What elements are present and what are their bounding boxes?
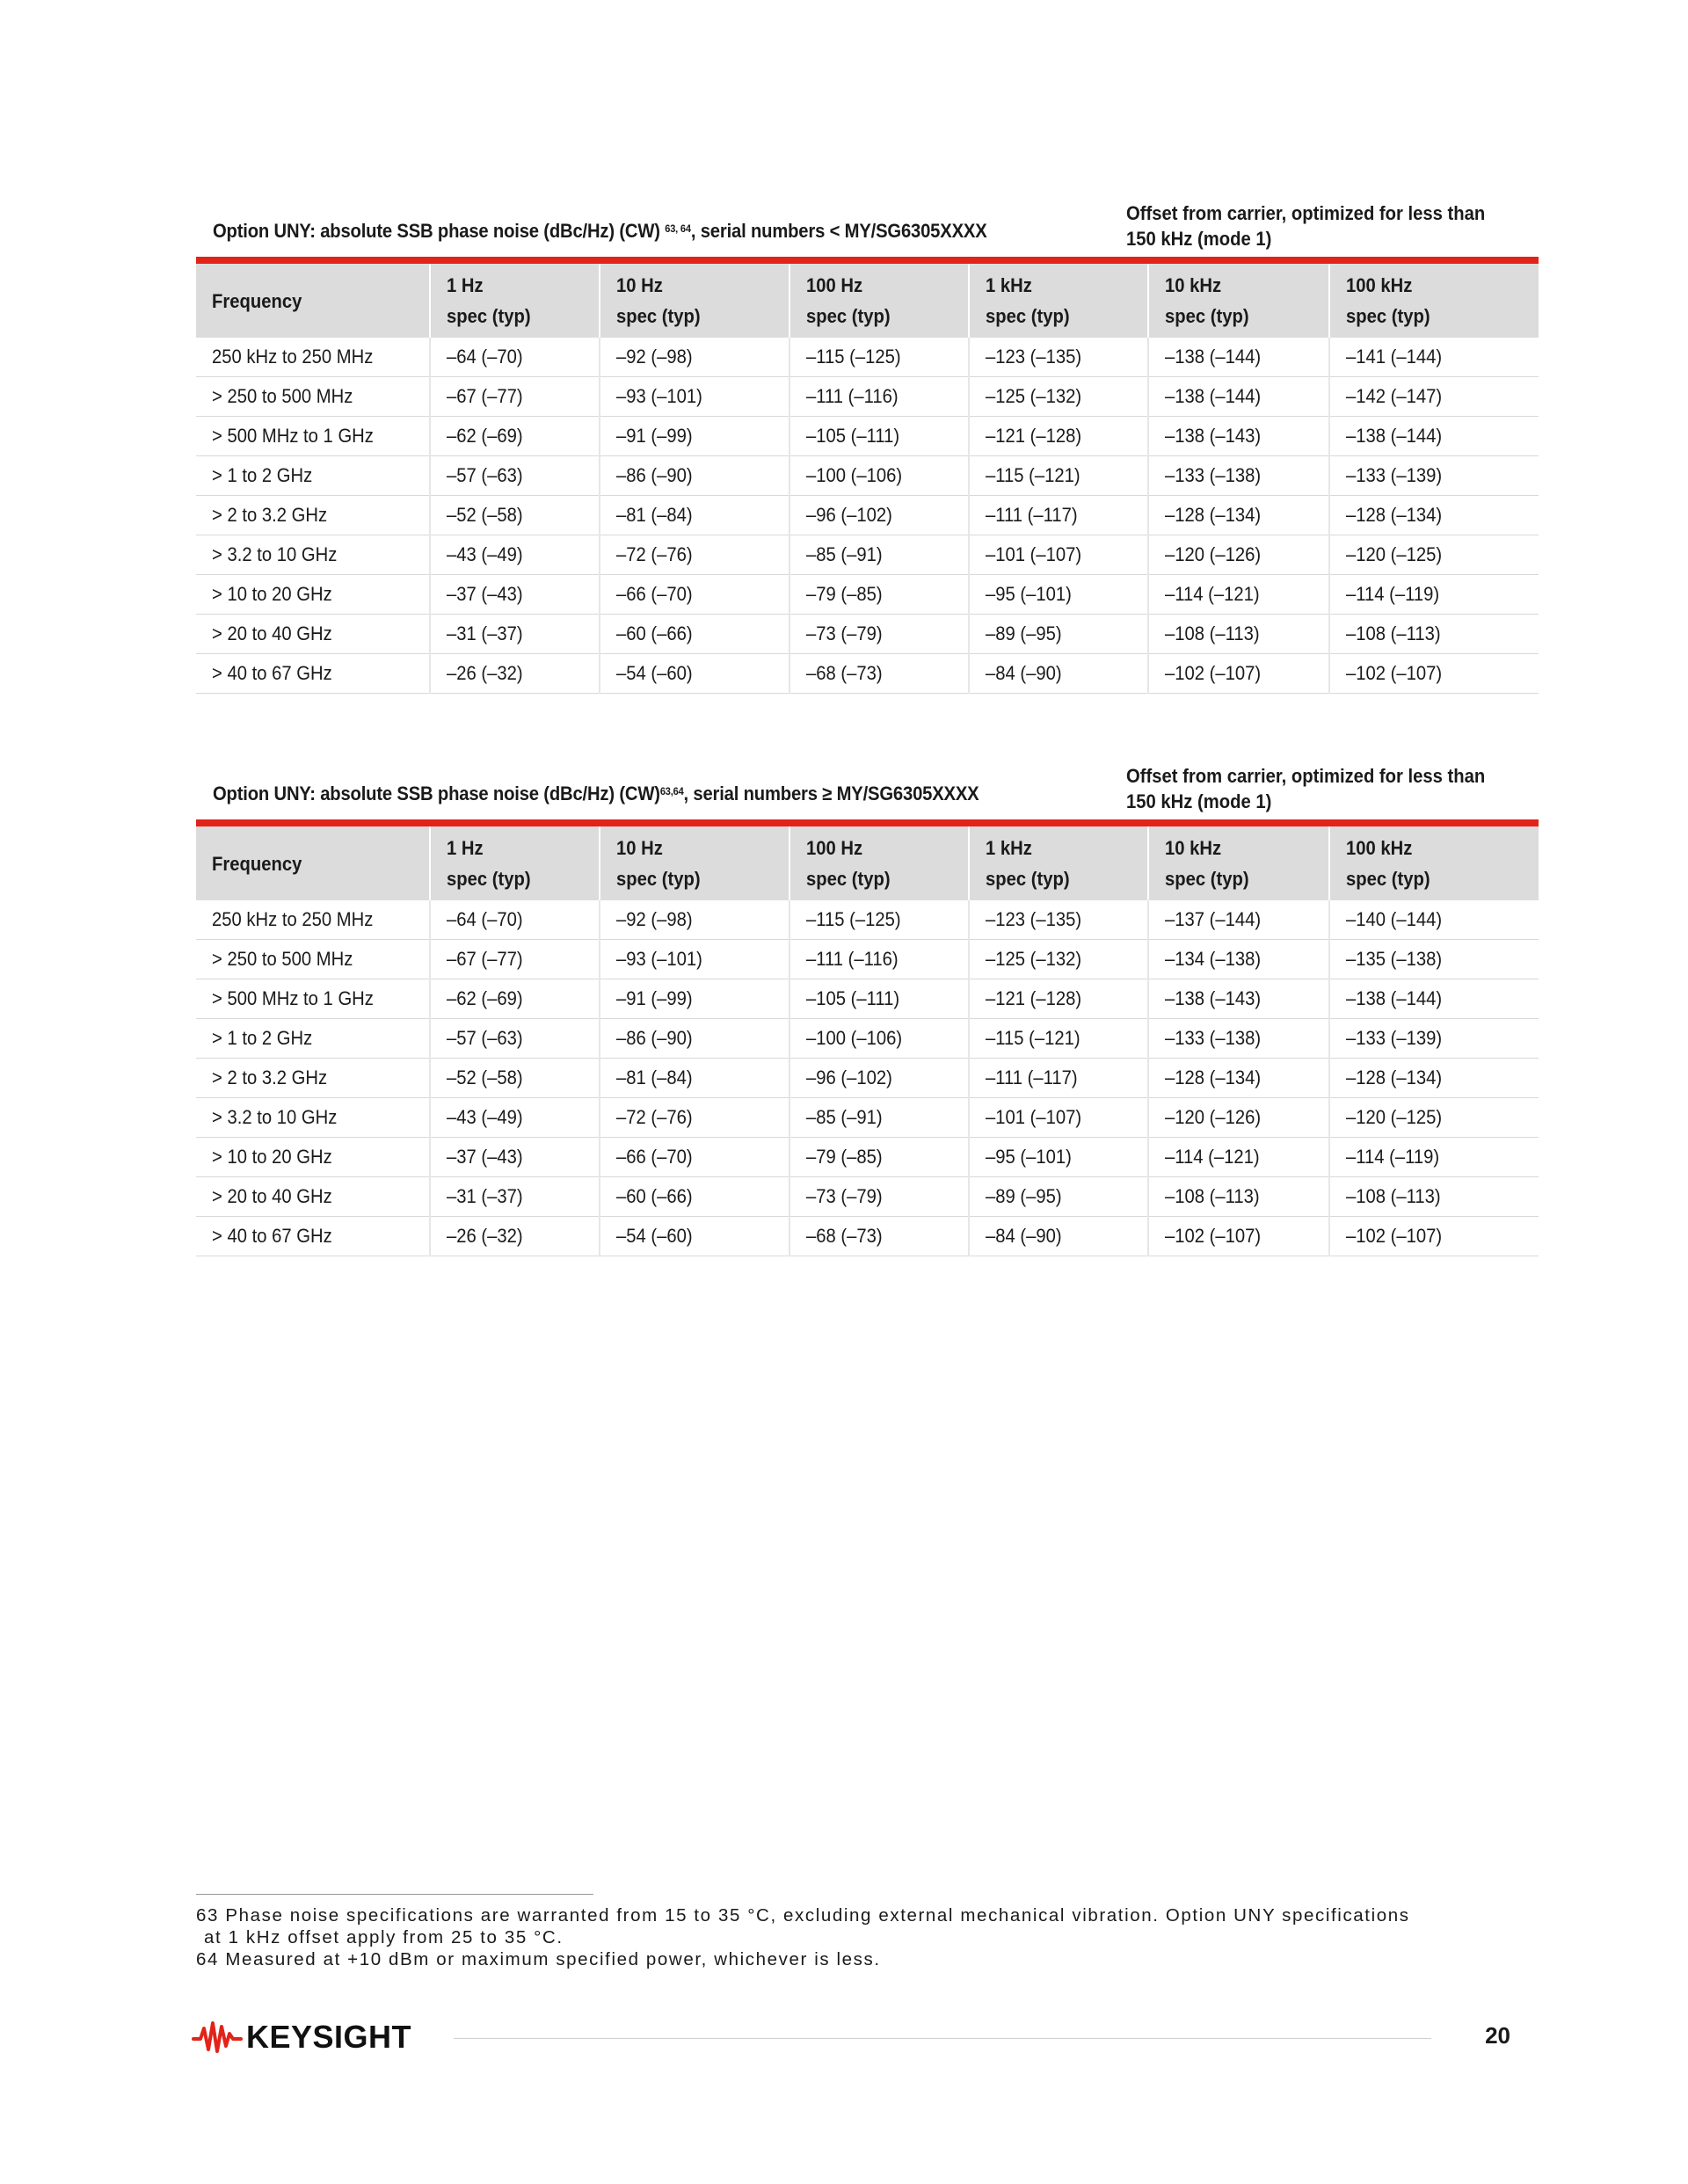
value-cell: –102 (–107) — [1329, 654, 1539, 694]
table-row — [196, 496, 1539, 535]
frequency-cell: > 500 MHz to 1 GHz — [196, 417, 430, 456]
table-row — [196, 535, 1539, 575]
value-cell: –100 (–106) — [789, 1019, 969, 1059]
frequency-cell: > 20 to 40 GHz — [196, 615, 430, 654]
phase-noise-table-block-2 — [196, 754, 1539, 1256]
value-cell: –133 (–139) — [1329, 1019, 1539, 1059]
table-row — [196, 1217, 1539, 1256]
header-offset — [789, 264, 969, 338]
table-header — [196, 826, 1539, 900]
footer-rule — [454, 2038, 1431, 2039]
table-row — [196, 1019, 1539, 1059]
value-cell: –120 (–126) — [1148, 1098, 1329, 1138]
offset-label: 10 Hz — [616, 837, 663, 859]
keysight-wave-icon — [192, 2020, 243, 2055]
table-title-row — [196, 754, 1539, 819]
value-cell: –96 (–102) — [789, 496, 969, 535]
value-cell: –128 (–134) — [1148, 496, 1329, 535]
frequency-cell: 250 kHz to 250 MHz — [196, 900, 430, 940]
value-cell: –128 (–134) — [1148, 1059, 1329, 1098]
value-cell: –85 (–91) — [789, 535, 969, 575]
value-cell: –72 (–76) — [600, 535, 789, 575]
value-cell: –111 (–117) — [969, 496, 1148, 535]
value-cell: –91 (–99) — [600, 979, 789, 1019]
table-body — [196, 338, 1539, 694]
value-cell: –89 (–95) — [969, 615, 1148, 654]
offset-label: 100 Hz — [806, 274, 863, 296]
table-row — [196, 575, 1539, 615]
value-cell: –86 (–90) — [600, 1019, 789, 1059]
header-offset — [1329, 264, 1539, 338]
table-title: Option UNY: absolute SSB phase noise (dBc/Hz) (CW)$^{63,64}$, serial numbers ≥ MY/SG6305XXXX — [213, 783, 979, 804]
value-cell: –67 (–77) — [430, 940, 600, 979]
keysight-logo — [192, 2018, 411, 2057]
value-cell: –81 (–84) — [600, 496, 789, 535]
value-cell: –26 (–32) — [430, 1217, 600, 1256]
frequency-cell: > 3.2 to 10 GHz — [196, 535, 430, 575]
value-cell: –84 (–90) — [969, 1217, 1148, 1256]
header-frequency: Frequency — [196, 264, 430, 338]
value-cell: –111 (–116) — [789, 377, 969, 417]
table-header — [196, 264, 1539, 338]
value-cell: –115 (–121) — [969, 456, 1148, 496]
value-cell: –120 (–126) — [1148, 535, 1329, 575]
value-cell: –142 (–147) — [1329, 377, 1539, 417]
offset-label: 1 kHz — [986, 274, 1032, 296]
value-cell: –120 (–125) — [1329, 1098, 1539, 1138]
header-offset — [1148, 264, 1329, 338]
table-row — [196, 338, 1539, 377]
value-cell: –125 (–132) — [969, 940, 1148, 979]
table-row — [196, 417, 1539, 456]
value-cell: –125 (–132) — [969, 377, 1148, 417]
value-cell: –89 (–95) — [969, 1177, 1148, 1217]
value-cell: –102 (–107) — [1148, 654, 1329, 694]
table-row — [196, 456, 1539, 496]
footnotes — [196, 1904, 1515, 1970]
value-cell: –115 (–125) — [789, 900, 969, 940]
value-cell: –111 (–117) — [969, 1059, 1148, 1098]
header-row — [196, 264, 1539, 338]
value-cell: –123 (–135) — [969, 338, 1148, 377]
value-cell: –96 (–102) — [789, 1059, 969, 1098]
table-row — [196, 1059, 1539, 1098]
spec-label: spec (typ) — [1346, 868, 1430, 890]
value-cell: –66 (–70) — [600, 575, 789, 615]
spec-label: spec (typ) — [447, 868, 531, 890]
spec-label: spec (typ) — [447, 305, 531, 327]
value-cell: –85 (–91) — [789, 1098, 969, 1138]
value-cell: –31 (–37) — [430, 1177, 600, 1217]
value-cell: –31 (–37) — [430, 615, 600, 654]
frequency-cell: > 20 to 40 GHz — [196, 1177, 430, 1217]
value-cell: –101 (–107) — [969, 1098, 1148, 1138]
offset-label: 100 kHz — [1346, 837, 1413, 859]
value-cell: –100 (–106) — [789, 456, 969, 496]
table-row — [196, 377, 1539, 417]
value-cell: –54 (–60) — [600, 654, 789, 694]
table-row — [196, 1098, 1539, 1138]
spec-label: spec (typ) — [616, 305, 701, 327]
offset-label: 10 Hz — [616, 274, 663, 296]
spec-label: spec (typ) — [1346, 305, 1430, 327]
value-cell: –138 (–144) — [1148, 338, 1329, 377]
value-cell: –52 (–58) — [430, 496, 600, 535]
value-cell: –135 (–138) — [1329, 940, 1539, 979]
value-cell: –66 (–70) — [600, 1138, 789, 1177]
value-cell: –57 (–63) — [430, 1019, 600, 1059]
offset-label: 100 Hz — [806, 837, 863, 859]
value-cell: –102 (–107) — [1148, 1217, 1329, 1256]
page-number: 20 — [1485, 2022, 1510, 2049]
frequency-cell: > 2 to 3.2 GHz — [196, 1059, 430, 1098]
value-cell: –37 (–43) — [430, 1138, 600, 1177]
value-cell: –62 (–69) — [430, 979, 600, 1019]
value-cell: –95 (–101) — [969, 1138, 1148, 1177]
spec-label: spec (typ) — [1165, 868, 1249, 890]
value-cell: –108 (–113) — [1148, 615, 1329, 654]
header-offset — [1329, 826, 1539, 900]
value-cell: –93 (–101) — [600, 940, 789, 979]
value-cell: –115 (–125) — [789, 338, 969, 377]
value-cell: –133 (–139) — [1329, 456, 1539, 496]
value-cell: –101 (–107) — [969, 535, 1148, 575]
header-offset — [430, 826, 600, 900]
table-row — [196, 940, 1539, 979]
header-offset — [1148, 826, 1329, 900]
value-cell: –54 (–60) — [600, 1217, 789, 1256]
table-title: Option UNY: absolute SSB phase noise (dBc/Hz) (CW) $^{63, 64}$, serial numbers < MY/SG6305XXXX — [213, 220, 987, 242]
value-cell: –62 (–69) — [430, 417, 600, 456]
value-cell: –121 (–128) — [969, 417, 1148, 456]
value-cell: –93 (–101) — [600, 377, 789, 417]
value-cell: –26 (–32) — [430, 654, 600, 694]
footnote-divider — [196, 1894, 593, 1895]
value-cell: –84 (–90) — [969, 654, 1148, 694]
offset-label: 1 Hz — [447, 837, 484, 859]
header-frequency: Frequency — [196, 826, 430, 900]
value-cell: –81 (–84) — [600, 1059, 789, 1098]
table-row — [196, 900, 1539, 940]
value-cell: –114 (–119) — [1329, 575, 1539, 615]
table-row — [196, 979, 1539, 1019]
frequency-cell: > 500 MHz to 1 GHz — [196, 979, 430, 1019]
value-cell: –121 (–128) — [969, 979, 1148, 1019]
frequency-cell: > 250 to 500 MHz — [196, 940, 430, 979]
value-cell: –108 (–113) — [1329, 615, 1539, 654]
value-cell: –138 (–143) — [1148, 417, 1329, 456]
value-cell: –111 (–116) — [789, 940, 969, 979]
footnote-64: 64 Measured at +10 dBm or maximum specified power, whichever is less. — [196, 1949, 881, 1969]
header-offset — [600, 264, 789, 338]
red-rule — [196, 819, 1539, 826]
frequency-cell: > 40 to 67 GHz — [196, 654, 430, 694]
value-cell: –67 (–77) — [430, 377, 600, 417]
table-row — [196, 1138, 1539, 1177]
table-row — [196, 654, 1539, 694]
spec-label: spec (typ) — [616, 868, 701, 890]
table-row — [196, 615, 1539, 654]
table-title-row — [196, 192, 1539, 257]
spec-label: spec (typ) — [986, 868, 1070, 890]
frequency-cell: 250 kHz to 250 MHz — [196, 338, 430, 377]
value-cell: –138 (–144) — [1329, 979, 1539, 1019]
value-cell: –73 (–79) — [789, 615, 969, 654]
value-cell: –141 (–144) — [1329, 338, 1539, 377]
value-cell: –37 (–43) — [430, 575, 600, 615]
value-cell: –108 (–113) — [1329, 1177, 1539, 1217]
frequency-cell: > 40 to 67 GHz — [196, 1217, 430, 1256]
value-cell: –57 (–63) — [430, 456, 600, 496]
red-rule — [196, 257, 1539, 264]
value-cell: –86 (–90) — [600, 456, 789, 496]
header-offset — [969, 264, 1148, 338]
value-cell: –92 (–98) — [600, 338, 789, 377]
spec-label: spec (typ) — [806, 868, 891, 890]
frequency-cell: > 250 to 500 MHz — [196, 377, 430, 417]
value-cell: –95 (–101) — [969, 575, 1148, 615]
value-cell: –138 (–143) — [1148, 979, 1329, 1019]
phase-noise-table-block-1 — [196, 192, 1539, 694]
value-cell: –64 (–70) — [430, 900, 600, 940]
value-cell: –114 (–121) — [1148, 1138, 1329, 1177]
frequency-cell: > 1 to 2 GHz — [196, 456, 430, 496]
value-cell: –114 (–119) — [1329, 1138, 1539, 1177]
value-cell: –137 (–144) — [1148, 900, 1329, 940]
phase-noise-table — [196, 264, 1539, 694]
value-cell: –79 (–85) — [789, 575, 969, 615]
header-offset — [969, 826, 1148, 900]
value-cell: –115 (–121) — [969, 1019, 1148, 1059]
value-cell: –128 (–134) — [1329, 1059, 1539, 1098]
value-cell: –43 (–49) — [430, 1098, 600, 1138]
frequency-cell: > 3.2 to 10 GHz — [196, 1098, 430, 1138]
value-cell: –138 (–144) — [1148, 377, 1329, 417]
offset-label: 1 Hz — [447, 274, 484, 296]
frequency-cell: > 10 to 20 GHz — [196, 575, 430, 615]
offset-note: Offset from carrier, optimized for less than 150 kHz (mode 1) — [1126, 202, 1486, 250]
value-cell: –73 (–79) — [789, 1177, 969, 1217]
offset-label: 1 kHz — [986, 837, 1032, 859]
value-cell: –133 (–138) — [1148, 1019, 1329, 1059]
value-cell: –60 (–66) — [600, 1177, 789, 1217]
value-cell: –123 (–135) — [969, 900, 1148, 940]
value-cell: –105 (–111) — [789, 417, 969, 456]
value-cell: –138 (–144) — [1329, 417, 1539, 456]
value-cell: –140 (–144) — [1329, 900, 1539, 940]
frequency-cell: > 1 to 2 GHz — [196, 1019, 430, 1059]
offset-note: Offset from carrier, optimized for less than 150 kHz (mode 1) — [1126, 765, 1486, 812]
value-cell: –133 (–138) — [1148, 456, 1329, 496]
value-cell: –72 (–76) — [600, 1098, 789, 1138]
value-cell: –105 (–111) — [789, 979, 969, 1019]
value-cell: –52 (–58) — [430, 1059, 600, 1098]
value-cell: –68 (–73) — [789, 1217, 969, 1256]
header-offset — [430, 264, 600, 338]
value-cell: –64 (–70) — [430, 338, 600, 377]
value-cell: –128 (–134) — [1329, 496, 1539, 535]
value-cell: –114 (–121) — [1148, 575, 1329, 615]
offset-label: 10 kHz — [1165, 837, 1222, 859]
value-cell: –43 (–49) — [430, 535, 600, 575]
header-row — [196, 826, 1539, 900]
value-cell: –91 (–99) — [600, 417, 789, 456]
value-cell: –134 (–138) — [1148, 940, 1329, 979]
offset-label: 10 kHz — [1165, 274, 1222, 296]
header-offset — [600, 826, 789, 900]
value-cell: –120 (–125) — [1329, 535, 1539, 575]
table-row — [196, 1177, 1539, 1217]
offset-label: 100 kHz — [1346, 274, 1413, 296]
value-cell: –102 (–107) — [1329, 1217, 1539, 1256]
header-offset — [789, 826, 969, 900]
spec-label: spec (typ) — [986, 305, 1070, 327]
value-cell: –60 (–66) — [600, 615, 789, 654]
value-cell: –79 (–85) — [789, 1138, 969, 1177]
value-cell: –68 (–73) — [789, 654, 969, 694]
table-body — [196, 900, 1539, 1256]
spec-label: spec (typ) — [806, 305, 891, 327]
brand-name: KEYSIGHT — [246, 2019, 412, 2055]
value-cell: –108 (–113) — [1148, 1177, 1329, 1217]
phase-noise-table — [196, 826, 1539, 1256]
spec-label: spec (typ) — [1165, 305, 1249, 327]
footnote-63: 63 Phase noise specifications are warranted from 15 to 35 °C, excluding external mechanical vibration. Option UNY specifications at 1 kHz offset apply from 25 to 35 °C. — [196, 1905, 1410, 1947]
frequency-cell: > 10 to 20 GHz — [196, 1138, 430, 1177]
frequency-cell: > 2 to 3.2 GHz — [196, 496, 430, 535]
value-cell: –92 (–98) — [600, 900, 789, 940]
